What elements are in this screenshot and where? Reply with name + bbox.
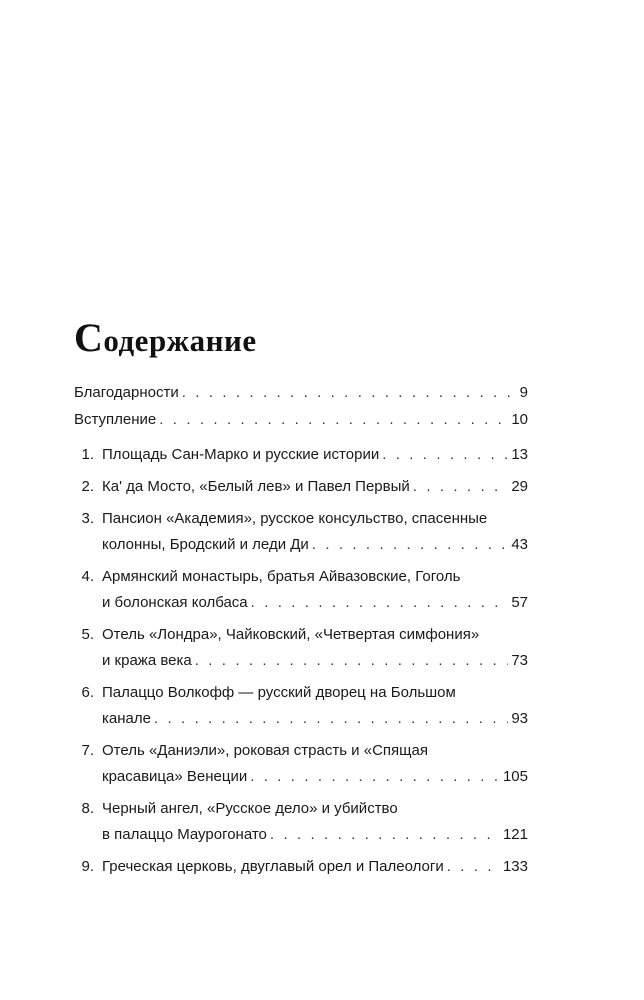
table-of-contents (74, 380, 528, 880)
toc-entry-title-line-1: Черный ангел, «Русское дело» и убийство (102, 800, 398, 817)
leader-dots (195, 648, 509, 674)
toc-page-number: 13 (511, 446, 528, 463)
toc-page-number: 121 (502, 826, 528, 843)
leader-dots (413, 474, 509, 500)
leader-dots (182, 380, 517, 406)
leader-dots (250, 764, 500, 790)
toc-entry-acknowledgements (74, 380, 528, 406)
toc-entry-chapter-2 (74, 474, 528, 500)
toc-entry-title: Вступление (74, 411, 157, 428)
toc-entry-chapter-9 (74, 854, 528, 880)
toc-entry-title-line-2: и болонская колбаса (102, 594, 248, 611)
toc-entry-title: Ка' да Мосто, «Белый лев» и Павел Первый (102, 478, 410, 495)
chapter-number: 6. (81, 684, 94, 701)
chapter-number: 5. (81, 626, 94, 643)
toc-entry-chapter-4 (74, 564, 528, 616)
leader-dots (270, 822, 500, 848)
leader-dots (382, 442, 508, 468)
toc-entry-title-line-1: Палаццо Волкофф — русский дворец на Большом (102, 684, 456, 701)
toc-entry-title-line-1: Пансион «Академия», русское консульство, спасенные (102, 510, 488, 527)
toc-title-rest: одержание (103, 323, 257, 358)
toc-page-number: 133 (502, 858, 528, 875)
toc-entry-chapter-1 (74, 442, 528, 468)
toc-entry-chapter-8 (74, 796, 528, 848)
toc-entry-title-line-2: красавица» Венеции (102, 768, 248, 785)
toc-entry-title-line-2: канале (102, 710, 151, 727)
toc-page-number: 93 (511, 710, 528, 727)
leader-dots (447, 854, 500, 880)
chapter-number: 7. (81, 742, 94, 759)
toc-entry-chapter-7 (74, 738, 528, 790)
chapter-number: 3. (81, 510, 94, 527)
toc-entry-title: Греческая церковь, двуглавый орел и Палеологи (102, 858, 444, 875)
chapter-number: 1. (81, 446, 94, 463)
toc-entry-title-line-2: колонны, Бродский и леди Ди (102, 536, 309, 553)
toc-entry-title: Площадь Сан-Марко и русские истории (102, 446, 380, 463)
toc-entry-chapter-5 (74, 622, 528, 674)
toc-entry-chapter-6 (74, 680, 528, 732)
toc-entry-title-line-1: Армянский монастырь, братья Айвазовские, Гоголь (102, 568, 461, 585)
leader-dots (159, 407, 508, 433)
toc-page-number: 57 (511, 594, 528, 611)
chapter-number: 2. (81, 478, 94, 495)
toc-entry-introduction (74, 407, 528, 433)
toc-title-initial: С (74, 315, 104, 360)
chapter-number: 9. (81, 858, 94, 875)
toc-entry-title-line-1: Отель «Даниэли», роковая страсть и «Спящая (102, 742, 428, 759)
toc-entry-title: Благодарности (74, 384, 179, 401)
toc-page-number: 29 (511, 478, 528, 495)
chapter-number: 4. (81, 568, 94, 585)
toc-entry-title-line-2: в палаццо Маурогонато (102, 826, 267, 843)
toc-page-number: 43 (511, 536, 528, 553)
toc-entry-chapter-3 (74, 506, 528, 558)
toc-entry-title-line-1: Отель «Лондра», Чайковский, «Четвертая симфония» (102, 626, 480, 643)
toc-title (74, 315, 257, 360)
toc-page-number: 105 (502, 768, 528, 785)
toc-entry-title-line-2: и кража века (102, 652, 192, 669)
toc-page-number: 73 (511, 652, 528, 669)
toc-page-number: 10 (511, 411, 528, 428)
leader-dots (154, 706, 508, 732)
chapter-number: 8. (81, 800, 94, 817)
leader-dots (251, 590, 509, 616)
leader-dots (312, 532, 509, 558)
toc-page-number: 9 (519, 384, 528, 401)
